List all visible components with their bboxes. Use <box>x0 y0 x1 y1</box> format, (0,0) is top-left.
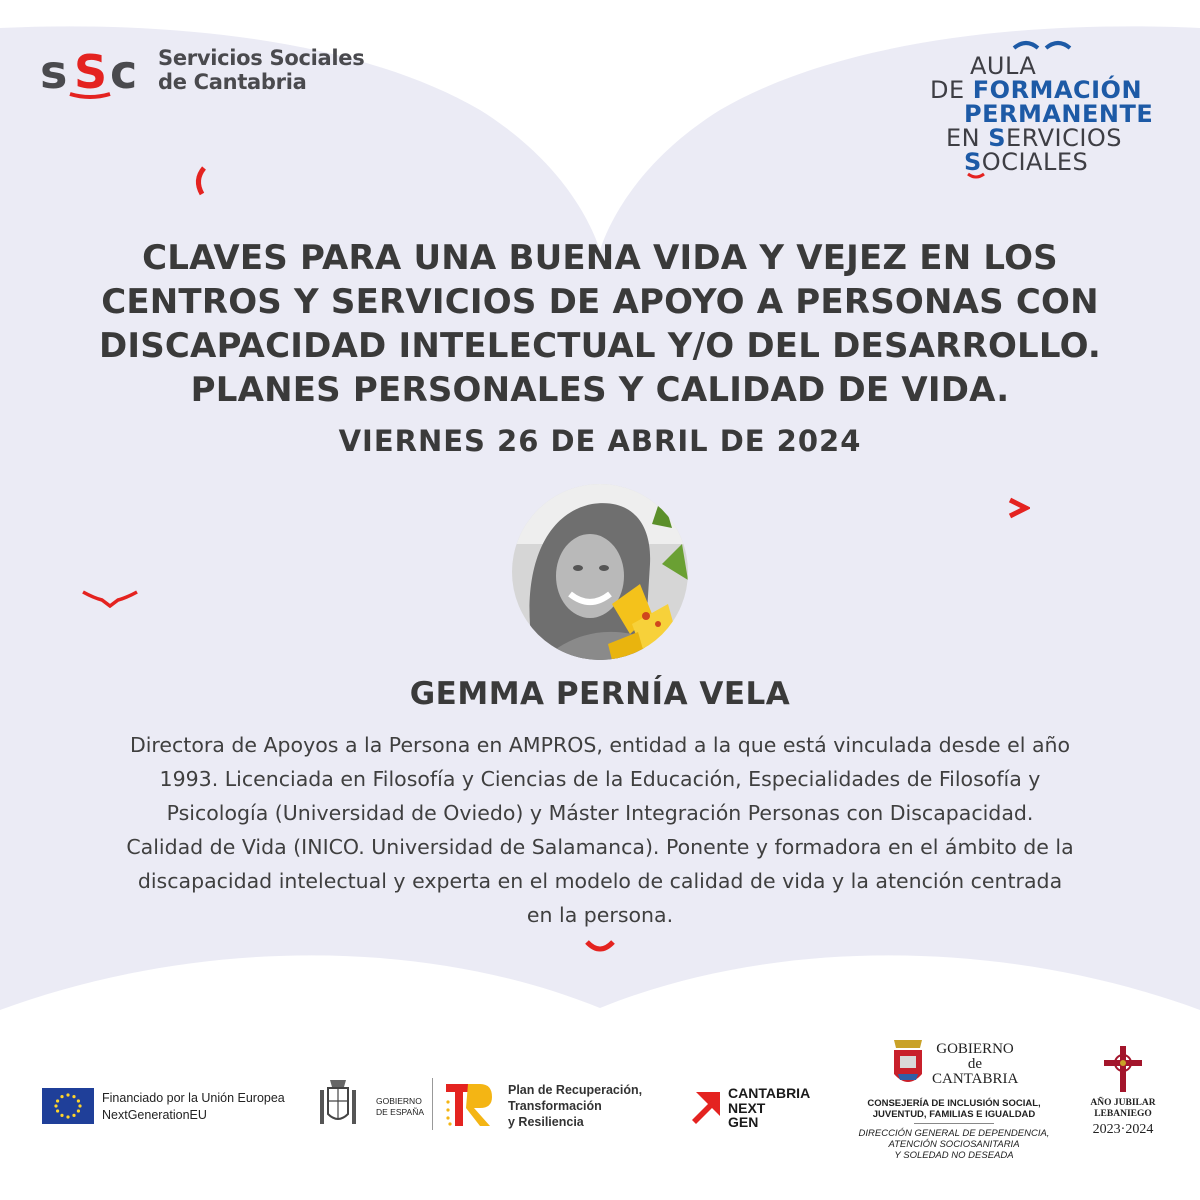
aula-line-3: PERMANENTE <box>964 100 1154 128</box>
eu-line1: Financiado por la Unión Europea <box>102 1091 285 1105</box>
cantabria-next-gen-logo <box>690 1084 830 1134</box>
red-bracket-mark-icon <box>190 166 210 196</box>
red-chevron-mark-icon <box>1006 496 1030 520</box>
cantabria-coat-of-arms-icon <box>888 1038 928 1092</box>
aula-line-2: DE FORMACIÓN <box>930 76 1143 104</box>
eu-line2: NextGenerationEU <box>102 1108 207 1122</box>
speaker-portrait <box>512 484 688 660</box>
red-brace-mark-icon <box>80 588 140 608</box>
direccion-line3: Y SOLEDAD NO DESEADA <box>894 1150 1014 1161</box>
red-smile-mark-icon <box>584 938 616 956</box>
title-line: CLAVES PARA UNA BUENA VIDA Y VEJEZ EN LOS <box>142 238 1058 278</box>
aula-crown-icon <box>1010 38 1074 52</box>
svg-text:s: s <box>40 45 68 99</box>
gobierno-espana-line1: GOBIERNO <box>376 1096 422 1106</box>
spain-coat-of-arms-icon <box>316 1076 360 1132</box>
direccion-line2: ATENCIÓN SOCIOSANITARIA <box>888 1139 1020 1150</box>
event-title <box>60 236 1140 412</box>
jubilar-line2: LEBANIEGO <box>1094 1109 1152 1119</box>
aula-line-1: AULA <box>970 52 1037 80</box>
bio-line: 1993. Licenciada en Filosofía y Ciencias de la Educación, Especialidades de Filosofía y <box>159 767 1041 791</box>
eu-flag-icon <box>42 1088 94 1124</box>
speaker-name: GEMMA PERNÍA VELA <box>409 676 791 712</box>
gobierno-cantabria-logo <box>842 1036 1066 1170</box>
cantabria-next-line2: NEXT <box>728 1099 766 1116</box>
ssc-logo-line1: Servicios Sociales <box>158 46 365 70</box>
divider <box>432 1078 433 1130</box>
bio-line: Psicología (Universidad de Oviedo) y Máster Integración Personas con Discapacidad. <box>166 801 1034 825</box>
gobierno-espana-logo <box>316 1076 434 1132</box>
prtr-line3: y Resiliencia <box>508 1115 584 1129</box>
consejeria-line2: JUVENTUD, FAMILIAS E IGUALDAD <box>872 1109 1036 1120</box>
event-date: VIERNES 26 DE ABRIL DE 2024 <box>338 424 862 458</box>
cantabria-next-line3: GEN <box>728 1114 759 1130</box>
cantabria-next-arrow-icon <box>690 1088 724 1128</box>
gobierno-cantabria-name3: CANTABRIA <box>932 1071 1019 1087</box>
ssc-logo-text <box>158 46 364 94</box>
aula-smile-icon <box>966 172 986 180</box>
lebaniego-cross-icon <box>1100 1044 1146 1094</box>
title-line: CENTROS Y SERVICIOS DE APOYO A PERSONAS CON <box>101 282 1099 322</box>
ssc-logo-line2: de Cantabria <box>158 70 307 94</box>
gobierno-espana-line2: DE ESPAÑA <box>376 1107 425 1117</box>
ssc-logo-mark-icon <box>40 44 150 100</box>
bio-line: discapacidad intelectual y experta en el modelo de calidad de vida y la atención centrada <box>137 869 1063 893</box>
title-line: PLANES PERSONALES Y CALIDAD DE VIDA. <box>190 370 1010 410</box>
aula-line-5: SOCIALES <box>964 148 1089 176</box>
bio-line: Directora de Apoyos a la Persona en AMPROS, entidad a la que está vinculada desde el año <box>129 733 1071 757</box>
speaker-bio <box>60 728 1140 932</box>
cantabria-next-line1: CANTABRIA <box>728 1085 811 1101</box>
svg-text:c: c <box>110 45 138 99</box>
prtr-logo <box>444 1080 674 1130</box>
jubilar-years: 2023·2024 <box>1092 1122 1154 1137</box>
ano-jubilar-logo <box>1078 1044 1168 1144</box>
ssc-logo <box>40 44 380 100</box>
jubilar-line1: AÑO JUBILAR <box>1090 1098 1156 1108</box>
bio-line: en la persona. <box>526 903 674 927</box>
divider <box>914 1123 994 1124</box>
consejeria-line1: CONSEJERÍA DE INCLUSIÓN SOCIAL, <box>867 1098 1041 1109</box>
prtr-logo-icon <box>444 1080 496 1130</box>
gobierno-cantabria-name2: de <box>967 1056 983 1072</box>
title-line: DISCAPACIDAD INTELECTUAL Y/O DEL DESARROLLO. <box>98 326 1102 366</box>
aula-line-4: EN SERVICIOS <box>946 124 1123 152</box>
eu-funding-logo <box>42 1088 292 1124</box>
svg-text:S: S <box>74 45 108 99</box>
bio-line: Calidad de Vida (INICO. Universidad de Salamanca). Ponente y formadora en el ámbito de la <box>126 835 1074 859</box>
prtr-line2: Transformación <box>508 1099 602 1113</box>
prtr-line1: Plan de Recuperación, <box>508 1083 643 1097</box>
gobierno-cantabria-name1: GOBIERNO <box>936 1041 1014 1057</box>
aula-formacion-logo <box>924 38 1164 178</box>
direccion-line1: DIRECCIÓN GENERAL DE DEPENDENCIA, <box>858 1128 1050 1139</box>
